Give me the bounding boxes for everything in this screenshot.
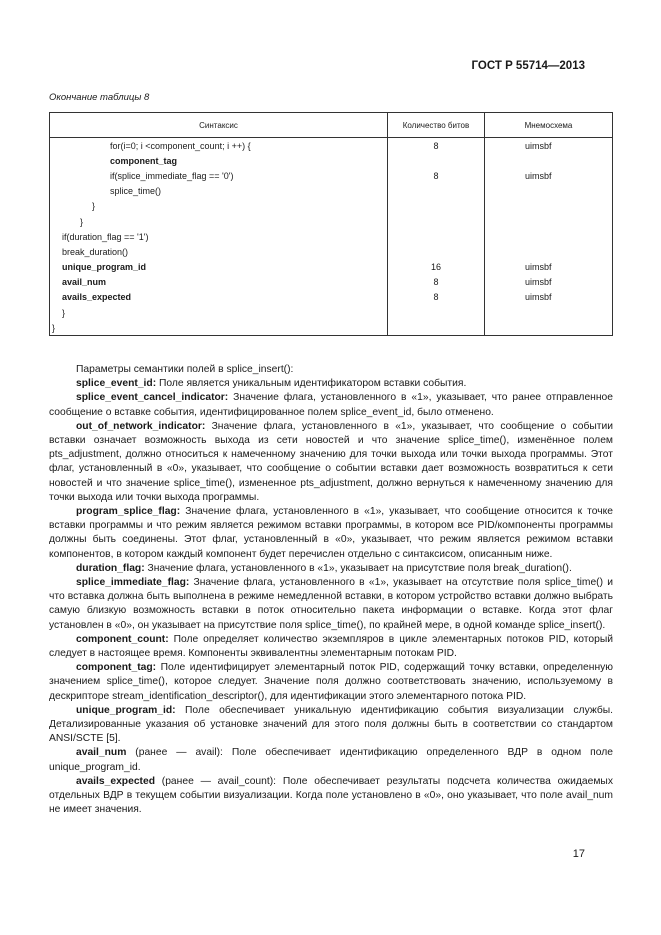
paragraph-text: Значение флага, установленного в «1», указывает, что ранее отправленное сообщение о вставке события, идентифицированное полем splice_event_id, было отменено. <box>49 392 613 418</box>
paragraph-text: Поле обеспечивает уникальную идентификацию события визуализации службы. Детализированные указания об установке значений для этого поля должны быть в соответствии со стандартом ANSI/SCTE [5]. <box>49 704 613 745</box>
syntax-cell: } <box>50 214 388 229</box>
table-row <box>50 260 613 275</box>
syntax-cell: avails_expected <box>50 290 388 305</box>
syntax-cell: } <box>50 305 388 320</box>
header-bits: Количество битов <box>388 113 485 138</box>
paragraph-term: splice_event_cancel_indicator: <box>76 392 229 404</box>
table-row <box>50 320 613 336</box>
syntax-cell: } <box>50 320 388 336</box>
header-mnemonic: Мнемосхема <box>485 113 613 138</box>
paragraph-text: Значение флага, установленного в «1», указывает на присутствие поля break_duration(). <box>144 562 572 574</box>
paragraph-term: avail_num <box>76 747 127 759</box>
bits-cell: 8 <box>388 168 485 183</box>
mnemonic-cell <box>485 199 613 214</box>
bits-cell: 8 <box>388 138 485 154</box>
paragraph-text: Значение флага, установленного в «1», указывает, что сообщение о событии вставки означает возможность выхода из сети новостей и что значение splice_time(), изменённое полем pts_adjustment, должно относиться к намеченному значению для точки выхода или точки выхода программы. Этот флаг, установленный в «0», указывает, что сообщение о событии вставки дает возможность возвратиться к сети новостей и что значение splice_time(), измененное pts_adjustment, должно вернуться к намеченному значению для точки выхода или точки выхода программы. <box>49 420 613 503</box>
syntax-cell: unique_program_id <box>50 260 388 275</box>
paragraph <box>49 746 613 774</box>
paragraph <box>49 505 613 562</box>
paragraph-term: out_of_network_indicator: <box>76 420 206 432</box>
syntax-cell: if(duration_flag == '1') <box>50 229 388 244</box>
document-header: ГОСТ Р 55714—2013 <box>471 60 585 72</box>
table-row <box>50 199 613 214</box>
paragraph <box>49 391 613 419</box>
paragraph-text: Поле идентифицирует элементарный поток PID, содержащий точку вставки, определенную значением splice_time(), которое следует. Значение поля должно соответствовать значению, используемому в дескрипторе stream_identification_descriptor(), для идентификации этого элементарного потока PID. <box>49 662 613 702</box>
paragraph-term: duration_flag: <box>76 562 145 574</box>
mnemonic-cell: uimsbf <box>485 290 613 305</box>
paragraph-text: Поле является уникальным идентификатором вставки события. <box>156 378 467 390</box>
paragraph-term: unique_program_id: <box>76 704 176 716</box>
mnemonic-cell: uimsbf <box>485 260 613 275</box>
table-row <box>50 305 613 320</box>
mnemonic-cell: uimsbf <box>485 275 613 290</box>
semantics-text <box>49 363 613 818</box>
mnemonic-cell <box>485 320 613 336</box>
paragraph-term: program_splice_flag: <box>76 506 181 518</box>
bits-cell <box>388 214 485 229</box>
paragraph <box>49 377 613 391</box>
mnemonic-cell <box>485 229 613 244</box>
table-row <box>50 290 613 305</box>
paragraph <box>49 775 613 818</box>
bits-cell: 16 <box>388 260 485 275</box>
table-row <box>50 275 613 290</box>
table-row <box>50 244 613 259</box>
mnemonic-cell: uimsbf <box>485 138 613 154</box>
bits-cell <box>388 153 485 168</box>
paragraph <box>49 576 613 633</box>
paragraph <box>49 633 613 661</box>
bits-cell <box>388 229 485 244</box>
bits-cell <box>388 244 485 259</box>
mnemonic-cell <box>485 214 613 229</box>
syntax-cell: } <box>50 199 388 214</box>
paragraph-term: avails_expected <box>76 775 155 787</box>
bits-cell <box>388 320 485 336</box>
paragraph-text: Поле определяет количество экземпляров в цикле элементарных потоков PID, который следует в настоящее время. Компоненты эквивалентны элементарным потокам PID. <box>49 633 613 660</box>
syntax-cell: component_tag <box>50 153 388 168</box>
syntax-cell: if(splice_immediate_flag == '0') <box>50 168 388 183</box>
paragraph-text: Значение флага, установленного в «1», указывает, что сообщение относится к точке вставки программы и что режим является режимом вставки программы, в котором все PID/компоненты программы должны быть соединены. Этот флаг, установленный в «0», указывает, что режим является режимом вставки компонентов, в котором каждый компонент будет перечислен отдельно с синтаксисом, описанным ниже. <box>49 506 613 560</box>
paragraph-term: splice_event_id: <box>76 378 157 390</box>
mnemonic-cell <box>485 184 613 199</box>
paragraph-text: Значение флага, установленного в «1», указывает на отсутствие поля splice_time() и что вставка должна быть выполнена в режиме немедленной вставки, в котором устройство вставки должно выбрать самую близкую возможность вставки в поток относительно пакета информации о вставке. Когда этот флаг установлен в «0», он указывает на присутствие поля splice_time(), по крайней мере, в одной команде splice_insert(). <box>49 577 613 631</box>
syntax-cell: break_duration() <box>50 244 388 259</box>
paragraph <box>49 562 613 576</box>
table-row <box>50 184 613 199</box>
bits-cell <box>388 305 485 320</box>
syntax-cell: splice_time() <box>50 184 388 199</box>
syntax-table <box>49 112 613 336</box>
paragraph <box>49 661 613 704</box>
paragraph-text: Параметры семантики полей в splice_insert(): <box>76 364 294 375</box>
mnemonic-cell <box>485 153 613 168</box>
bits-cell: 8 <box>388 290 485 305</box>
paragraph-term: component_count: <box>76 633 169 645</box>
table-row <box>50 153 613 168</box>
bits-cell <box>388 199 485 214</box>
paragraph <box>49 420 613 505</box>
page-number: 17 <box>572 848 585 860</box>
mnemonic-cell <box>485 305 613 320</box>
paragraph-term: splice_immediate_flag: <box>76 577 190 589</box>
paragraph <box>49 363 613 377</box>
syntax-cell: avail_num <box>50 275 388 290</box>
table-row <box>50 138 613 154</box>
paragraph-text: (ранее — avail): Поле обеспечивает идентификацию определенного ВДР в одном поле unique_program_id. <box>49 747 613 773</box>
table-row <box>50 229 613 244</box>
bits-cell <box>388 184 485 199</box>
paragraph <box>49 704 613 747</box>
paragraph-text: (ранее — avail_count): Поле обеспечивает результаты подсчета количества ожидаемых отдельных ВДР в текущем событии визуализации. Когда поле установлено в «0», оно указывает, что поле avail_num не имеет значения. <box>49 775 613 816</box>
syntax-cell: for(i=0; i <component_count; i ++) { <box>50 138 388 154</box>
mnemonic-cell: uimsbf <box>485 168 613 183</box>
table-row <box>50 168 613 183</box>
header-syntax: Синтаксис <box>50 113 388 138</box>
bits-cell: 8 <box>388 275 485 290</box>
table-header-row <box>50 113 613 138</box>
table-row <box>50 214 613 229</box>
table-caption: Окончание таблицы 8 <box>49 92 150 103</box>
mnemonic-cell <box>485 244 613 259</box>
paragraph-term: component_tag: <box>76 662 157 674</box>
